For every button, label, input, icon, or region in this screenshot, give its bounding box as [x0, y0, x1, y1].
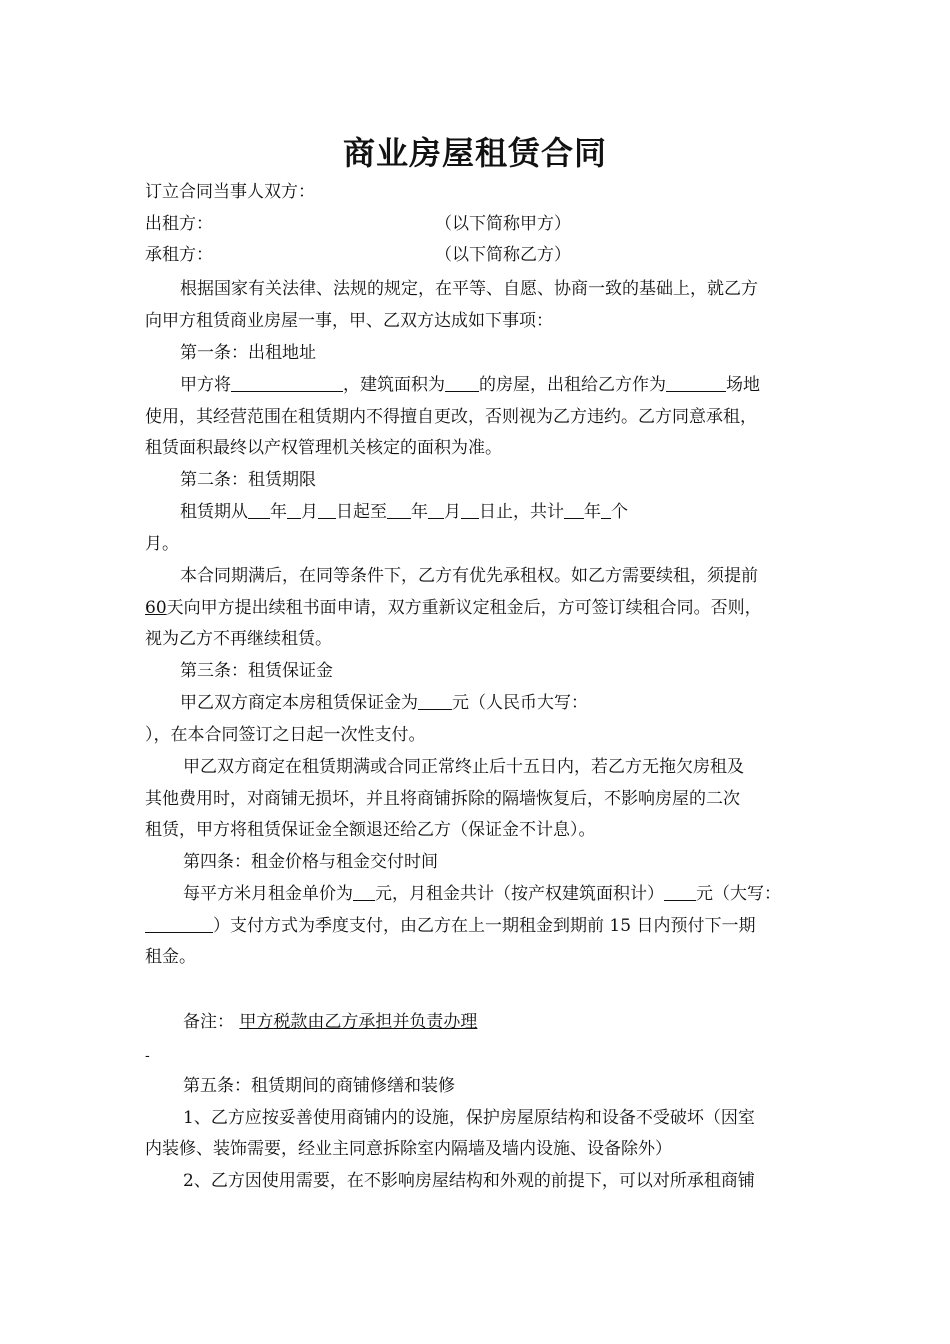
text-fragment: 年 [270, 502, 287, 522]
article4-line-1 [183, 882, 781, 906]
total-years-blank[interactable] [564, 500, 584, 519]
text-fragment: 日起至 [336, 502, 387, 522]
article2-renewal-line-3: 视为乙方不再继续租赁。 [145, 629, 332, 649]
article4-line-3: 租金。 [145, 947, 196, 967]
article5-heading: 第五条：租赁期间的商铺修缮和装修 [183, 1076, 455, 1096]
lessee-line [145, 243, 845, 267]
lessor-label: 出租方： [145, 214, 213, 234]
article1-line-2: 使用，其经营范围在租赁期内不得擅自更改，否则视为乙方违约。乙方同意承租， [145, 407, 757, 427]
usage-blank[interactable] [666, 373, 726, 392]
article3-refund-line-2: 其他费用时，对商铺无损坏，并且将商铺拆除的隔墙恢复后，不影响房屋的二次 [145, 789, 740, 809]
text-fragment: 元（大写： [696, 884, 781, 904]
end-day-blank[interactable] [461, 500, 479, 519]
lessee-note: （以下简称乙方） [435, 245, 571, 265]
separator-dash: - [145, 1048, 150, 1064]
end-year-blank[interactable] [387, 500, 411, 519]
article3-line-2: ），在本合同签订之日起一次性支付。 [145, 725, 426, 745]
text-fragment: ）支付方式为季度支付，由乙方在上一期租金到期前 15 日内预付下一期 [213, 916, 756, 936]
text-fragment: 年 [411, 502, 428, 522]
text-fragment: 元，月租金共计（按产权建筑面积计） [375, 884, 664, 904]
article2-renewal-line-2 [145, 596, 762, 620]
monthly-rent-blank[interactable] [664, 882, 696, 901]
lessor-note: （以下简称甲方） [435, 214, 571, 234]
article3-refund-line-3: 租赁，甲方将租赁保证金全额退还给乙方（保证金不计息）。 [145, 820, 596, 840]
remark-label: 备注： [183, 1012, 234, 1032]
article5-item2-line-1: 2、乙方因使用需要，在不影响房屋结构和外观的前提下，可以对所承租商铺 [183, 1171, 755, 1191]
end-month-blank[interactable] [428, 500, 444, 519]
start-month-blank[interactable] [287, 500, 301, 519]
text-fragment: 的房屋，出租给乙方作为 [479, 375, 666, 395]
preamble-line-1: 根据国家有关法律、法规的规定，在平等、自愿、协商一致的基础上，就乙方 [180, 279, 758, 299]
article2-line-1 [180, 500, 628, 524]
article3-refund-line-1: 甲乙双方商定在租赁期满或合同正常终止后十五日内，若乙方无拖欠房租及 [183, 757, 744, 777]
lessee-label: 承租方： [145, 245, 213, 265]
text-fragment: 月 [444, 502, 461, 522]
text-fragment: 个 [611, 502, 628, 522]
article2-line-2: 月。 [145, 534, 179, 554]
text-fragment: 天向甲方提出续租书面申请，双方重新议定租金后，方可签订续租合同。否则， [166, 598, 762, 618]
area-blank[interactable] [445, 373, 479, 392]
text-fragment: ，建筑面积为 [343, 375, 445, 395]
document-title: 商业房屋租赁合同 [342, 134, 607, 172]
remark-text: 甲方税款由乙方承担并负责办理 [239, 1012, 478, 1032]
rent-uppercase-blank[interactable] [145, 914, 213, 933]
text-fragment: 每平方米月租金单价为 [183, 884, 353, 904]
total-months-blank[interactable] [601, 500, 611, 519]
text-fragment: 年 [584, 502, 601, 522]
article1-heading: 第一条：出租地址 [180, 343, 316, 363]
article5-item1-line-2: 内装修、装饰需要，经业主同意拆除室内隔墙及墙内设施、设备除外） [145, 1139, 672, 1159]
article5-item1-line-1: 1、乙方应按妥善使用商铺内的设施，保护房屋原结构和设备不受破坏（因室 [183, 1108, 755, 1128]
article3-heading: 第三条：租赁保证金 [180, 661, 333, 681]
article2-heading: 第二条：租赁期限 [180, 470, 316, 490]
article4-heading: 第四条：租金价格与租金交付时间 [183, 852, 438, 872]
unit-price-blank[interactable] [353, 882, 375, 901]
text-fragment: 元（人民币大写： [452, 693, 588, 713]
article3-line-1 [180, 691, 588, 715]
parties-intro: 订立合同当事人双方： [145, 182, 315, 202]
article1-line-1 [180, 373, 760, 397]
text-fragment: 甲乙双方商定本房租赁保证金为 [180, 693, 418, 713]
preamble-line-2: 向甲方租赁商业房屋一事，甲、乙双方达成如下事项： [145, 311, 553, 331]
remark-line [183, 1010, 477, 1034]
lessor-line [145, 212, 845, 236]
deposit-amount-blank[interactable] [418, 691, 452, 710]
start-year-blank[interactable] [248, 500, 270, 519]
text-fragment: 甲方将 [180, 375, 231, 395]
address-blank[interactable] [231, 373, 343, 392]
article1-line-3: 租赁面积最终以产权管理机关核定的面积为准。 [145, 438, 502, 458]
start-day-blank[interactable] [318, 500, 336, 519]
text-fragment: 月 [301, 502, 318, 522]
text-fragment: 日止，共计 [479, 502, 564, 522]
text-fragment: 场地 [726, 375, 760, 395]
text-fragment: 租赁期从 [180, 502, 248, 522]
renewal-days: 60 [145, 598, 167, 618]
article2-renewal-line-1: 本合同期满后，在同等条件下，乙方有优先承租权。如乙方需要续租，须提前 [180, 566, 758, 586]
article4-line-2 [145, 914, 755, 938]
